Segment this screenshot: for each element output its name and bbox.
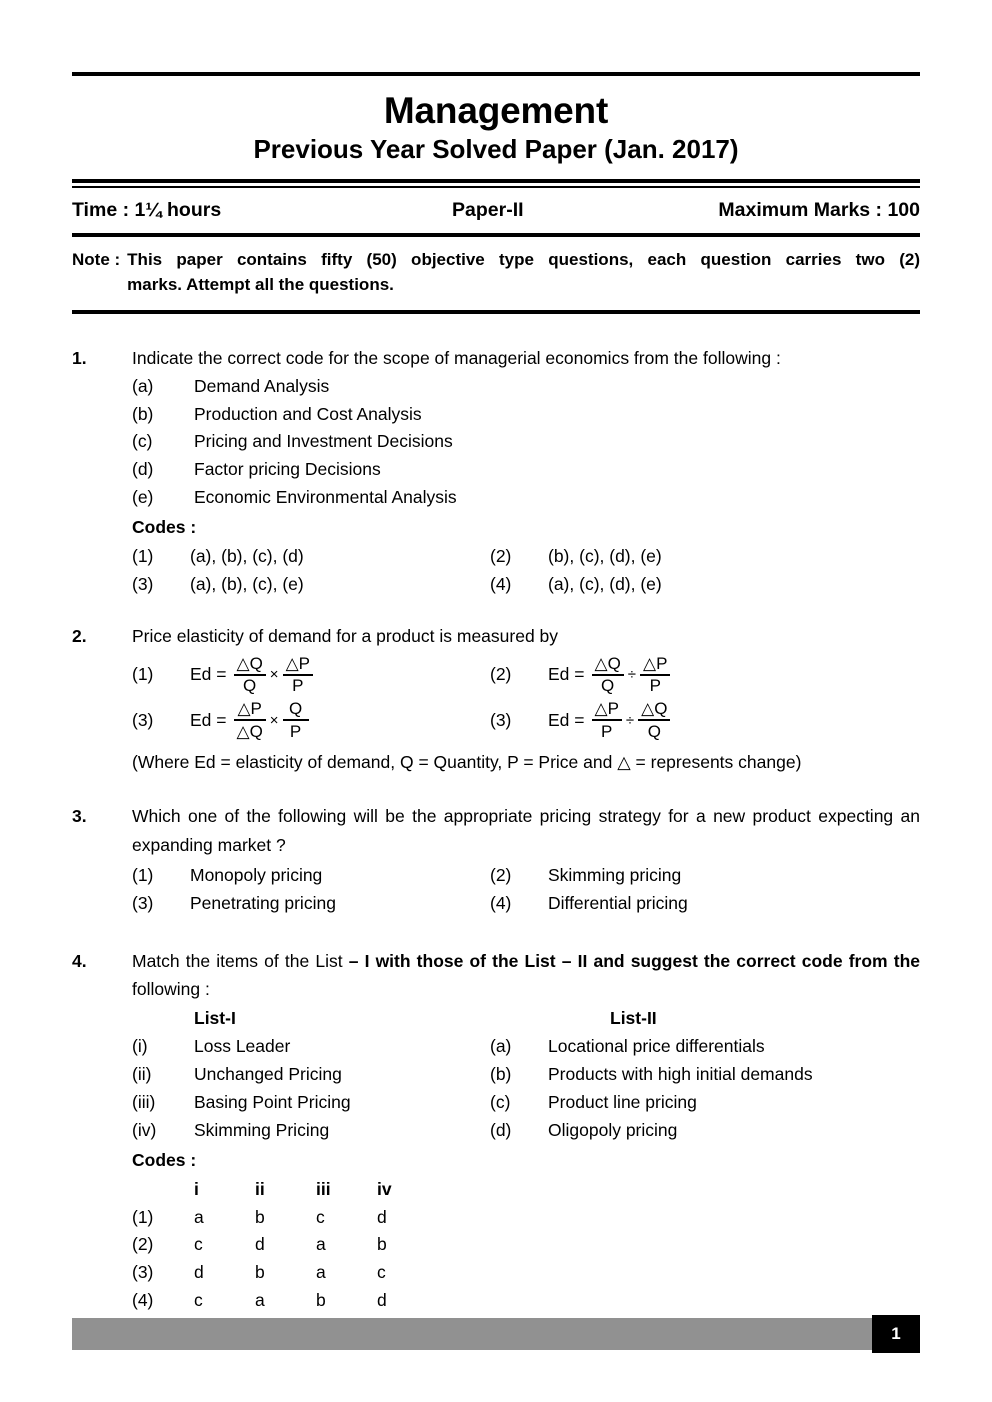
fraction-2 — [638, 700, 670, 740]
question-2-body — [132, 622, 920, 777]
option-row — [132, 889, 920, 917]
fraction-1 — [592, 655, 624, 695]
option-row — [132, 861, 920, 889]
exam-meta-row — [72, 188, 920, 233]
note-label: Note : — [72, 250, 121, 270]
fraction-numerator: △P — [285, 653, 310, 673]
codes-cell: d — [255, 1234, 265, 1255]
fraction-2 — [283, 655, 313, 695]
codes-row[interactable] — [132, 1287, 920, 1315]
formula-row — [132, 655, 920, 695]
formula-lhs: Ed = — [548, 709, 585, 730]
list-row — [132, 1060, 920, 1088]
fraction-numerator: △Q — [641, 699, 668, 719]
fraction-numerator: △Q — [594, 653, 621, 673]
fraction-denominator: Q — [243, 676, 257, 696]
option-label: (1) — [132, 865, 154, 886]
option-4[interactable] — [490, 570, 920, 598]
list-row — [132, 1116, 920, 1144]
list-2-item — [490, 1116, 920, 1144]
question-1-sub-list — [132, 373, 920, 511]
codes-header-row — [132, 1176, 920, 1204]
fraction-1 — [234, 655, 266, 695]
list-2-header: List-II — [610, 1007, 657, 1028]
fraction-1 — [592, 700, 622, 740]
codes-row[interactable] — [132, 1204, 920, 1232]
page-title: Management — [383, 90, 609, 131]
codes-col-header: ii — [255, 1179, 265, 1200]
sub-item-label: (e) — [132, 486, 154, 507]
list-item-label: (iv) — [132, 1119, 157, 1140]
sub-item — [132, 428, 920, 456]
codes-col-header: iv — [377, 1179, 392, 1200]
codes-row-label: (4) — [132, 1289, 154, 1310]
option-1[interactable] — [132, 542, 490, 570]
list-item-label: (d) — [490, 1119, 512, 1140]
question-3-body — [132, 802, 920, 917]
note-bottom-rule — [72, 310, 920, 314]
list-1-item — [132, 1032, 490, 1060]
note-body — [127, 248, 920, 297]
page-footer — [72, 1318, 920, 1350]
sub-item-label: (c) — [132, 431, 153, 452]
sub-item — [132, 484, 920, 512]
question-3 — [72, 802, 920, 917]
list-1-header: List-I — [194, 1007, 236, 1028]
codes-corner-cell — [132, 1176, 194, 1204]
exam-note — [72, 237, 920, 309]
codes-cell: c — [377, 1262, 386, 1283]
codes-row-label: (2) — [132, 1234, 154, 1255]
fraction-numerator: △P — [594, 699, 619, 719]
list-item-label: (iii) — [132, 1091, 156, 1112]
fraction-denominator: P — [289, 721, 302, 741]
list-item-label: (b) — [490, 1063, 512, 1084]
option-4[interactable] — [490, 700, 920, 740]
option-label: (4) — [490, 893, 512, 914]
fraction-bar — [638, 719, 670, 721]
formula — [190, 655, 313, 695]
fraction-denominator: P — [649, 676, 661, 696]
question-4-stem-tail: following : — [132, 979, 210, 1000]
codes-cell: c — [194, 1289, 203, 1310]
exam-max-marks: Maximum Marks : 100 — [718, 199, 920, 222]
codes-cell: b — [316, 1289, 326, 1310]
fraction-numerator: Q — [288, 699, 303, 719]
formula-lhs: Ed = — [190, 664, 227, 685]
option-text: Differential pricing — [548, 893, 688, 914]
option-label: (3) — [132, 893, 154, 914]
list-item-label: (c) — [490, 1091, 511, 1112]
operator-icon: × — [269, 666, 279, 684]
codes-col-header: i — [194, 1179, 199, 1200]
list-1-item — [132, 1060, 490, 1088]
fraction-numerator: △P — [643, 653, 668, 673]
option-2[interactable] — [490, 655, 920, 695]
lists-header-row — [132, 1004, 920, 1032]
question-1-codes-label: Codes : — [132, 517, 197, 538]
formula — [548, 655, 670, 695]
operator-icon: ÷ — [625, 711, 635, 729]
option-label: (3) — [132, 573, 154, 594]
sub-item-text: Factor pricing Decisions — [194, 458, 381, 479]
option-3[interactable] — [132, 570, 490, 598]
option-2[interactable] — [490, 542, 920, 570]
option-label: (2) — [490, 545, 512, 566]
list-row — [132, 1088, 920, 1116]
option-text: (a), (c), (d), (e) — [548, 573, 662, 594]
list-item-text: Products with high initial demands — [548, 1063, 813, 1084]
fraction-numerator: △P — [237, 699, 262, 719]
sub-item — [132, 401, 920, 429]
option-text: (b), (c), (d), (e) — [548, 545, 662, 566]
list-item-label: (a) — [490, 1035, 512, 1056]
question-2-number: 2. — [72, 625, 87, 646]
fraction-denominator: P — [292, 676, 304, 696]
formula-row — [132, 700, 920, 740]
option-text: (a), (b), (c), (d) — [190, 545, 304, 566]
sub-item — [132, 373, 920, 401]
codes-matrix — [132, 1176, 920, 1314]
question-4-stem — [132, 947, 920, 1004]
list-item-text: Loss Leader — [194, 1035, 291, 1056]
option-label: (1) — [132, 664, 154, 685]
option-text: Monopoly pricing — [190, 865, 323, 886]
sub-item-label: (a) — [132, 375, 154, 396]
sub-item-text: Economic Environmental Analysis — [194, 486, 457, 507]
question-4 — [72, 947, 920, 1314]
question-2-footnote: (Where Ed = elasticity of demand, Q = Quantity, P = Price and △ = represents change) — [132, 752, 802, 773]
question-1-body — [132, 344, 920, 598]
page-content — [72, 0, 920, 1338]
codes-row-label: (3) — [132, 1262, 154, 1283]
sub-item-text: Production and Cost Analysis — [194, 403, 422, 424]
fraction-2 — [640, 655, 670, 695]
fraction-2 — [283, 700, 309, 740]
codes-cell: b — [377, 1234, 387, 1255]
question-1 — [72, 344, 920, 598]
formula-lhs: Ed = — [190, 709, 227, 730]
question-4-body — [132, 947, 920, 1314]
question-4-codes-label: Codes : — [132, 1149, 197, 1170]
note-line-1: This paper contains fifty (50) objective type questions, each question carries two (2) — [127, 250, 920, 270]
list-item-text: Basing Point Pricing — [194, 1091, 351, 1112]
option-1[interactable] — [132, 861, 490, 889]
fraction-denominator: Q — [601, 676, 615, 696]
fraction-bar — [283, 719, 309, 721]
operator-icon: × — [269, 711, 279, 729]
sub-item — [132, 456, 920, 484]
fraction-denominator: Q — [647, 721, 661, 741]
fraction-numerator: △Q — [236, 653, 263, 673]
codes-row[interactable] — [132, 1231, 920, 1259]
question-3-stem: Which one of the following will be the appropriate pricing strategy for a new product expecting an expanding market ? — [132, 806, 920, 855]
codes-cell: c — [194, 1234, 203, 1255]
list-row — [132, 1032, 920, 1060]
footer-bar — [72, 1318, 920, 1350]
question-4-number: 4. — [72, 951, 87, 972]
list-2-item — [490, 1032, 920, 1060]
page-number-badge: 1 — [872, 1315, 920, 1353]
codes-cell: d — [194, 1262, 204, 1283]
list-item-text: Skimming Pricing — [194, 1119, 330, 1140]
list-2-item — [490, 1060, 920, 1088]
question-4-stem-plain: Match the items of the List — [132, 951, 349, 972]
fraction-bar — [592, 719, 622, 721]
question-3-number: 3. — [72, 806, 87, 827]
sub-item-label: (b) — [132, 403, 154, 424]
codes-cell: b — [255, 1206, 265, 1227]
option-label: (1) — [132, 545, 154, 566]
question-2 — [72, 622, 920, 777]
sub-item-label: (d) — [132, 458, 154, 479]
fraction-1 — [234, 700, 266, 740]
formula-lhs: Ed = — [548, 664, 585, 685]
codes-cell: d — [377, 1206, 387, 1227]
option-label: (4) — [490, 573, 512, 594]
codes-row-label: (1) — [132, 1206, 154, 1227]
option-label: (3) — [132, 709, 154, 730]
question-1-stem: Indicate the correct code for the scope of managerial economics from the following : — [132, 347, 781, 368]
option-3[interactable] — [132, 889, 490, 917]
codes-cell: a — [255, 1289, 265, 1310]
option-row — [132, 570, 920, 598]
header-top-rule — [72, 72, 920, 76]
list-1-item — [132, 1088, 490, 1116]
list-item-text: Unchanged Pricing — [194, 1063, 342, 1084]
question-2-stem: Price elasticity of demand for a product is measured by — [132, 625, 559, 646]
codes-row[interactable] — [132, 1259, 920, 1287]
questions-list — [72, 344, 920, 1315]
sub-item-text: Demand Analysis — [194, 375, 330, 396]
list-item-text: Locational price differentials — [548, 1035, 765, 1056]
page-subtitle: Previous Year Solved Paper (Jan. 2017) — [253, 134, 739, 165]
list-item-text: Oligopoly pricing — [548, 1119, 678, 1140]
option-text: (a), (b), (c), (e) — [190, 573, 304, 594]
question-3-options — [132, 861, 920, 917]
formula — [190, 700, 309, 740]
option-2[interactable] — [490, 861, 920, 889]
list-item-label: (i) — [132, 1035, 148, 1056]
formula — [548, 700, 670, 740]
option-4[interactable] — [490, 889, 920, 917]
option-row — [132, 542, 920, 570]
codes-cell: d — [377, 1289, 387, 1310]
question-1-options — [132, 542, 920, 598]
fraction-bar — [234, 719, 266, 721]
option-3[interactable] — [132, 700, 490, 740]
option-label: (2) — [490, 664, 512, 685]
option-1[interactable] — [132, 655, 490, 695]
codes-cell: c — [316, 1206, 325, 1227]
option-text: Penetrating pricing — [190, 893, 336, 914]
question-1-number: 1. — [72, 347, 87, 368]
note-line-2: marks. Attempt all the questions. — [127, 274, 394, 294]
question-4-stem-bold: – I with those of the List – II and suggest the correct code from the — [348, 951, 920, 972]
list-2-item — [490, 1088, 920, 1116]
codes-cell: a — [316, 1234, 326, 1255]
codes-col-header: iii — [316, 1179, 331, 1200]
codes-cell: a — [194, 1206, 204, 1227]
exam-time: Time : 1¼ hours — [72, 199, 222, 222]
option-text: Skimming pricing — [548, 865, 682, 886]
list-1-item — [132, 1116, 490, 1144]
sub-item-text: Pricing and Investment Decisions — [194, 431, 453, 452]
list-item-label: (ii) — [132, 1063, 152, 1084]
fraction-denominator: P — [601, 721, 613, 741]
codes-cell: a — [316, 1262, 326, 1283]
operator-icon: ÷ — [627, 666, 637, 684]
codes-cell: b — [255, 1262, 265, 1283]
option-label: (3) — [490, 709, 512, 730]
exam-paper: Paper-II — [452, 199, 524, 222]
fraction-denominator: △Q — [236, 721, 263, 741]
list-item-text: Product line pricing — [548, 1091, 697, 1112]
option-label: (2) — [490, 865, 512, 886]
